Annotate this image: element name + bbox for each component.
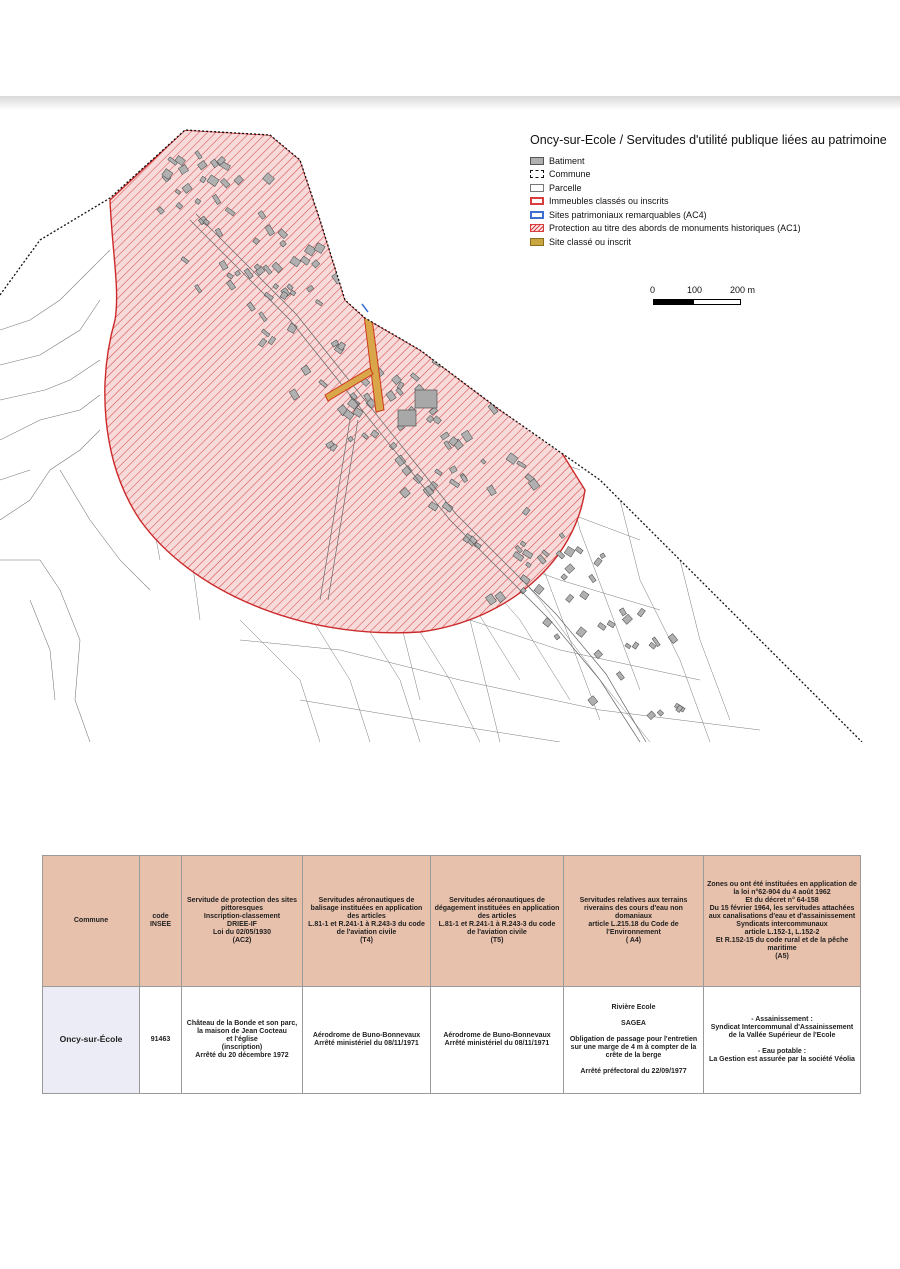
header-commune: Commune — [43, 856, 140, 987]
header-a4: Servitudes relatives aux terrains riverains des cours d'eau non domaniaux article L.215.18 du Code de l'Environnement ( A4) — [564, 856, 704, 987]
legend-label: Site classé ou inscrit — [549, 236, 632, 247]
parcelle-swatch — [530, 184, 544, 192]
building — [543, 618, 553, 627]
building — [566, 594, 574, 602]
cell-t4: Aérodrome de Buno-Bonnevaux Arrêté ministériel du 08/11/1971 — [303, 987, 431, 1094]
table-header-row — [43, 856, 861, 987]
building — [588, 696, 598, 706]
header-t4: Servitudes aéronautiques de balisage instituées en application des articles L.81-1 et R.241-1 à R.243-3 du code de l'aviation civile (T4) — [303, 856, 431, 987]
header-insee: code INSEE — [140, 856, 182, 987]
building — [564, 546, 575, 557]
building — [561, 574, 568, 581]
legend-label: Immeubles classés ou inscrits — [549, 196, 669, 206]
cell-insee: 91463 — [140, 987, 182, 1094]
building — [619, 608, 626, 616]
table-row — [43, 987, 861, 1094]
cell-a4: Rivière Ecole SAGEA Obligation de passage pour l'entretien sur une marge de 4 m à compter de la crête de la berge Arrêté préfectoral du 22/09/1977 — [564, 987, 704, 1094]
legend-item-parcelle — [530, 181, 890, 194]
building — [554, 634, 560, 640]
legend-label: Parcelle — [549, 182, 582, 193]
building — [598, 623, 607, 631]
large-building — [398, 410, 416, 426]
abords-swatch — [530, 224, 544, 232]
map-legend — [530, 133, 890, 249]
building — [580, 591, 589, 600]
building — [193, 118, 202, 129]
scale-label-0: 0 — [650, 285, 656, 295]
commune-swatch — [530, 170, 544, 178]
spr-boundary — [362, 304, 368, 312]
scale-segment-white — [693, 299, 741, 305]
legend-item-batiment — [530, 154, 890, 167]
legend-item-commune — [530, 168, 890, 181]
servitudes-table — [42, 855, 860, 1087]
building — [148, 147, 154, 153]
legend-label: Batiment — [549, 155, 585, 166]
legend-item-spr — [530, 208, 890, 221]
batiment-swatch — [530, 157, 544, 165]
legend-label: Protection au titre des abords de monuments historiques (AC1) — [549, 223, 801, 233]
building — [600, 553, 606, 559]
building — [594, 558, 602, 567]
cell-commune: Oncy-sur-École — [43, 987, 140, 1094]
cell-a5: - Assainissement : Syndicat Intercommunal d'Assainissement de la Vallée Supérieur de l'Ecole - Eau potable : La Gestion est assurée par la société Véolia — [704, 987, 861, 1094]
building — [632, 642, 639, 649]
scale-segment-black — [653, 299, 693, 305]
legend-item-immeubles — [530, 195, 890, 208]
scale-bar — [650, 285, 780, 315]
building — [625, 643, 631, 649]
immeubles-swatch — [530, 197, 544, 205]
legend-item-site — [530, 235, 890, 248]
building — [576, 627, 586, 638]
large-building — [415, 390, 437, 408]
building — [575, 547, 583, 554]
legend-item-abords — [530, 222, 890, 235]
legend-label: Commune — [549, 169, 591, 179]
cell-t5: Aérodrome de Buno-Bonnevaux Arrêté ministériel du 08/11/1971 — [431, 987, 564, 1094]
building — [668, 634, 678, 644]
header-a5: Zones ou ont été instituées en application de la loi n°62-904 du 4 août 1962 Et du décret n° 64-158 Du 15 février 1964, les servitudes attachées aux canalisations d'eau et d'assainissement Syndicats intercommunaux article L.152-1, L.152-2 Et R.152-15 du code rural et de la pêche maritime (A5) — [704, 856, 861, 987]
header-ac2: Servitude de protection des sites pittoresques Inscription-classement DRIEE-IF Loi du 02/05/1930 (AC2) — [182, 856, 303, 987]
cell-ac2: Château de la Bonde et son parc, la maison de Jean Cocteau et l'église (inscription) Arrêté du 20 décembre 1972 — [182, 987, 303, 1094]
building — [399, 321, 409, 332]
building — [589, 574, 596, 582]
page-top-shadow — [0, 96, 900, 110]
building — [616, 672, 624, 681]
building — [647, 711, 656, 720]
building — [637, 608, 645, 617]
header-t5: Servitudes aéronautiques de dégagement instituées en application des articles L.81-1 et R.241-1 à R.243-3 du code de l'aviation civile (T5) — [431, 856, 564, 987]
scale-label-200: 200 m — [730, 285, 756, 295]
site-swatch — [530, 238, 544, 246]
building — [565, 564, 575, 574]
building — [622, 614, 632, 624]
legend-title: Oncy-sur-Ecole / Servitudes d'utilité publique liées au patrimoine — [530, 133, 887, 147]
legend-label: Sites patrimoniaux remarquables (AC4) — [549, 209, 707, 220]
building — [657, 710, 663, 716]
servitudes-table-grid — [42, 855, 861, 1094]
spr-swatch — [530, 211, 544, 219]
scale-label-100: 100 — [687, 285, 703, 295]
